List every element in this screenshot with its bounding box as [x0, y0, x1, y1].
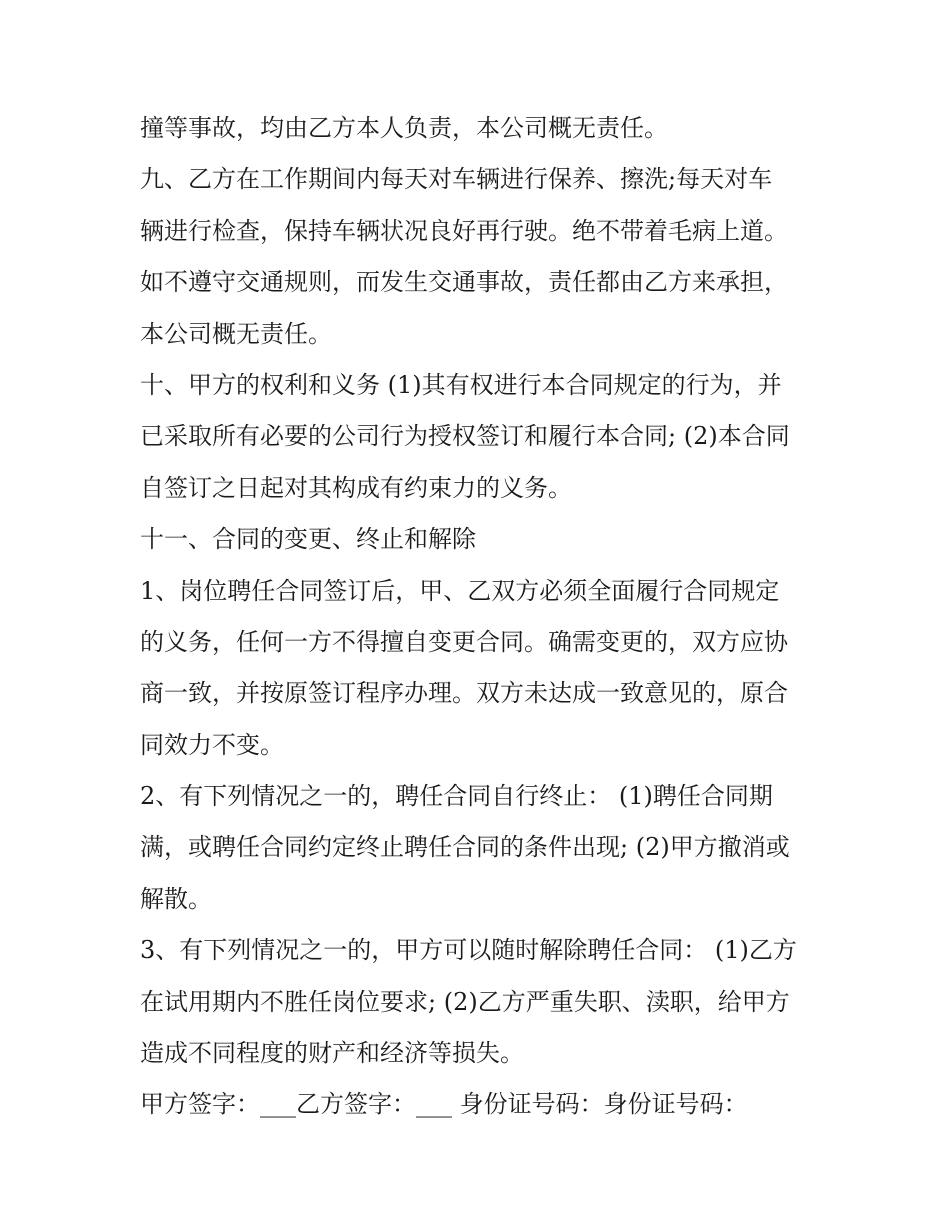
text-line: 同效力不变。: [140, 730, 284, 759]
text-line: 如不遵守交通规则，而发生交通事故，责任都由乙方来承担，: [140, 268, 788, 297]
text-line: 3、有下列情况之一的，甲方可以随时解除聘任合同： (1)乙方: [140, 936, 797, 965]
text-line: 辆进行检查，保持车辆状况良好再行驶。绝不带着毛病上道。: [140, 216, 788, 245]
text-line: 造成不同程度的财产和经济等损失。: [140, 1039, 524, 1068]
text-line: 已采取所有必要的公司行为授权签订和履行本合同; (2)本合同: [140, 422, 790, 451]
text-line: 撞等事故，均由乙方本人负责，本公司概无责任。: [140, 114, 668, 142]
text-line: 解散。: [140, 884, 212, 913]
signature-line: 甲方签字：___乙方签字：___ 身份证号码：身份证号码：: [140, 1090, 748, 1119]
document-body: [140, 103, 820, 1131]
text-line: 的义务，任何一方不得擅自变更合同。确需变更的，双方应协: [140, 627, 788, 656]
text-line: 在试用期内不胜任岗位要求; (2)乙方严重失职、渎职，给甲方: [140, 987, 790, 1016]
text-line: 2、有下列情况之一的，聘任合同自行终止： (1)聘任合同期: [140, 782, 773, 811]
text-line: 十、甲方的权利和义务 (1)其有权进行本合同规定的行为，并: [140, 370, 782, 399]
text-line: 自签订之日起对其构成有约束力的义务。: [140, 473, 572, 502]
text-line: 商一致，并按原签订程序办理。双方未达成一致意见的，原合: [140, 679, 788, 708]
text-line: 九、乙方在工作期间内每天对车辆进行保养、擦洗;每天对车: [140, 165, 773, 194]
section-heading: 十一、合同的变更、终止和解除: [140, 525, 476, 554]
text-line: 满，或聘任合同约定终止聘任合同的条件出现; (2)甲方撤消或: [140, 833, 790, 862]
text-line: 本公司概无责任。: [140, 319, 332, 348]
text-line: 1、岗位聘任合同签订后，甲、乙双方必须全面履行合同规定: [140, 576, 780, 605]
